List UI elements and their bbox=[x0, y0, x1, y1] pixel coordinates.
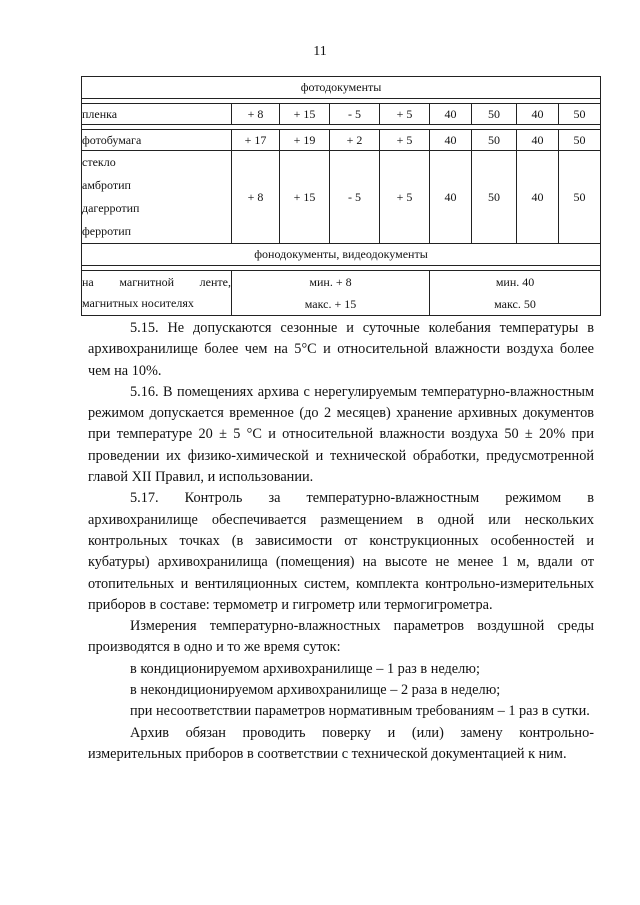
table-row bbox=[82, 130, 601, 151]
table-cell: + 8 bbox=[232, 151, 280, 244]
row-label: пленка bbox=[82, 104, 232, 125]
label-line: амбротип bbox=[82, 178, 131, 192]
page-number: 11 bbox=[313, 44, 327, 59]
row-label-magnetic bbox=[82, 271, 232, 316]
table-cell: 50 bbox=[559, 130, 601, 151]
section-row-photo bbox=[82, 77, 601, 99]
table-cell: 50 bbox=[472, 104, 517, 125]
table-cell: + 15 bbox=[280, 151, 330, 244]
temperature-range-cell bbox=[232, 271, 430, 316]
table-cell: + 17 bbox=[232, 130, 280, 151]
table-cell: + 5 bbox=[380, 130, 430, 151]
temp-min: мин. + 8 bbox=[309, 275, 352, 289]
table-cell: 50 bbox=[472, 151, 517, 244]
table-cell: 40 bbox=[430, 151, 472, 244]
table-cell: + 5 bbox=[380, 151, 430, 244]
section-header-phono: фонодокументы, видеодокументы bbox=[82, 244, 601, 266]
label-line: магнитных носителях bbox=[82, 296, 194, 310]
storage-regime-table bbox=[81, 76, 601, 316]
label-line: дагерротип bbox=[82, 201, 140, 215]
table-cell: + 5 bbox=[380, 104, 430, 125]
paragraph-unconditioned: в некондиционируемом архивохранилище – 2 раза в неделю; bbox=[130, 682, 501, 699]
label-line: ферротип bbox=[82, 224, 132, 238]
section-row-phono bbox=[82, 244, 601, 266]
label-word: ленте, bbox=[199, 275, 231, 289]
section-header-photo: фотодокументы bbox=[82, 77, 601, 99]
table-cell: 40 bbox=[430, 104, 472, 125]
table-cell: 40 bbox=[517, 104, 559, 125]
table-cell: + 15 bbox=[280, 104, 330, 125]
paragraph-conditioned: в кондиционируемом архивохранилище – 1 раз в неделю; bbox=[130, 660, 480, 677]
label-word: на bbox=[82, 275, 94, 289]
hum-min: мин. 40 bbox=[495, 275, 535, 289]
paragraph-5-17: 5.17. Контроль за температурно-влажностным режимом в архивохранилище обеспечивается размещением в одной или нескольких контрольных точках (в зависимости от конструкционных особенностей и кубатуры) архивохранилища (помещения) на высоте не менее 1 м, вдали от отопительных и вентиляционных систем, комплекта контрольно-измерительных приборов в составе: термометр и гигрометр или термогигрометра. bbox=[88, 490, 594, 613]
temp-max: макс. + 15 bbox=[304, 297, 357, 311]
hum-max: макс. 50 bbox=[494, 297, 536, 311]
paragraph-5-15: 5.15. Не допускаются сезонные и суточные колебания температуры в архивохранилище более чем на 5°С и относительной влажности воздуха более чем на 10%. bbox=[88, 320, 594, 379]
paragraph-measurements: Измерения температурно-влажностных параметров воздушной среды производятся в одно и то же время суток: bbox=[88, 618, 594, 656]
paragraph-5-16: 5.16. В помещениях архива с нерегулируемым температурно-влажностным режимом допускается временное (до 2 месяцев) хранение архивных документов при температуре 20 ± 5 °С и относительной влажности воздуха 50 ± 20% при проведении их физико-химической и технической обработки, предусмотренной главой XII Правил, и использовании. bbox=[88, 383, 594, 486]
table-row-magnetic bbox=[82, 271, 601, 316]
table-cell: + 2 bbox=[330, 130, 380, 151]
humidity-range-cell bbox=[430, 271, 601, 316]
label-word: магнитной bbox=[119, 275, 175, 289]
table-cell: 40 bbox=[517, 151, 559, 244]
table-cell: 40 bbox=[517, 130, 559, 151]
label-line: стекло bbox=[82, 155, 116, 169]
body-text bbox=[88, 318, 594, 765]
table-cell: 50 bbox=[559, 151, 601, 244]
table-cell: 50 bbox=[472, 130, 517, 151]
row-label-glass bbox=[82, 151, 232, 244]
row-label: фотобумага bbox=[82, 130, 232, 151]
table-row-glass bbox=[82, 151, 601, 244]
paragraph-noncompliance: при несоответствии параметров нормативным требованиям – 1 раз в сутки. bbox=[130, 703, 590, 720]
table-cell: + 19 bbox=[280, 130, 330, 151]
paragraph-calibration: Архив обязан проводить поверку и (или) замену контрольно-измерительных приборов в соответствии с технической документацией к ним. bbox=[88, 724, 594, 762]
table-cell: 40 bbox=[430, 130, 472, 151]
table-row bbox=[82, 104, 601, 125]
table-cell: - 5 bbox=[330, 151, 380, 244]
table-cell: + 8 bbox=[232, 104, 280, 125]
table-cell: 50 bbox=[559, 104, 601, 125]
table-cell: - 5 bbox=[330, 104, 380, 125]
